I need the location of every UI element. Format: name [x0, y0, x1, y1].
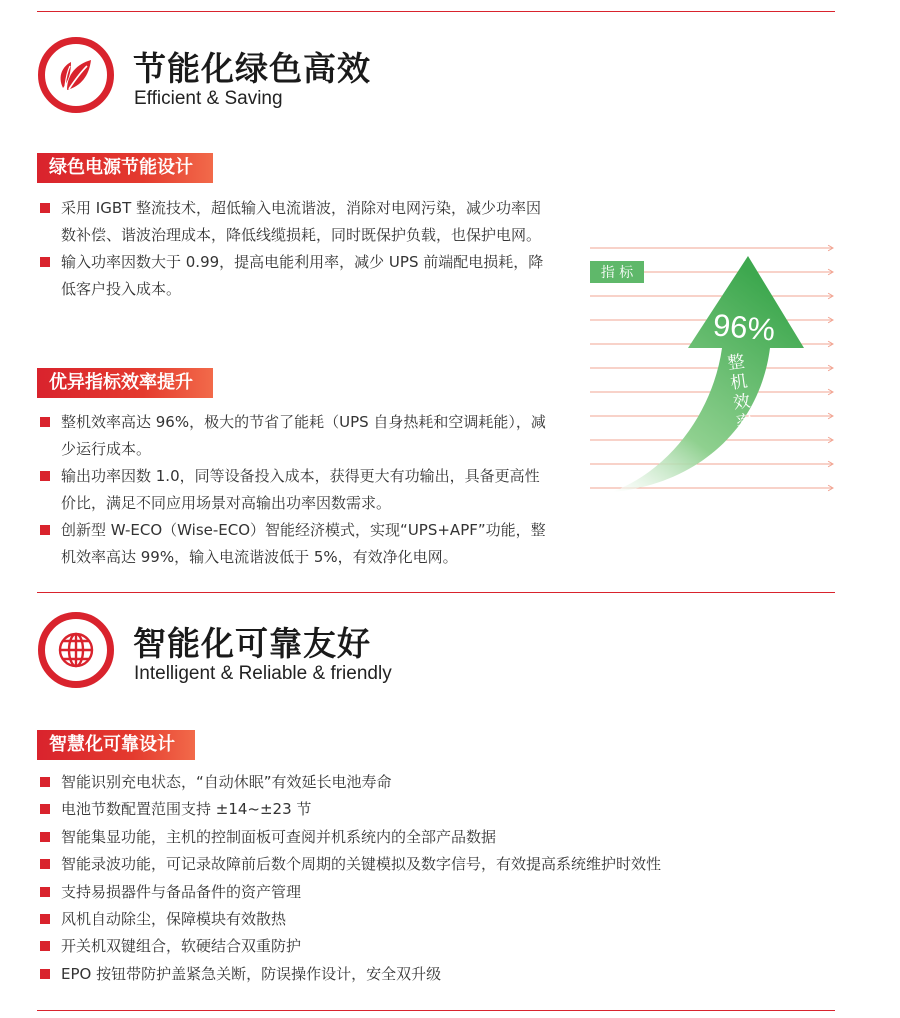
bullet-square-icon — [40, 859, 50, 869]
list-item — [37, 517, 552, 571]
growth-arrow — [612, 256, 804, 492]
list-item — [37, 906, 837, 933]
bullet-square-icon — [40, 203, 50, 213]
bullet-square-icon — [40, 941, 50, 951]
bullet-square-icon — [40, 525, 50, 535]
bullet-square-icon — [40, 887, 50, 897]
globe-icon — [38, 612, 114, 688]
bullet-square-icon — [40, 417, 50, 427]
list-item — [37, 463, 552, 517]
list-item-text: 智能集显功能，主机的控制面板可查阅并机系统内的全部产品数据 — [61, 827, 497, 846]
bottom-divider — [37, 1010, 835, 1011]
efficiency-caption: 整机效率 — [722, 351, 754, 434]
bullet-square-icon — [40, 471, 50, 481]
list-item-text: 开关机双键组合，软硬结合双重防护 — [61, 937, 302, 956]
subsection-tag: 智慧化可靠设计 — [37, 730, 195, 760]
bullet-square-icon — [40, 832, 50, 842]
list-item-text: EPO 按钮带防护盖紧急关断，防误操作设计，安全双升级 — [61, 964, 442, 983]
list-item-text: 智能录波功能，可记录故障前后数个周期的关键模拟及数字信号，有效提高系统维护时效性 — [61, 855, 662, 874]
subsection-tag: 优异指标效率提升 — [37, 368, 213, 398]
list-item — [37, 409, 552, 463]
leaf-icon — [38, 37, 114, 113]
list-item-text: 输入功率因数大于 0.99，提高电能利用率，减少 UPS 前端配电损耗，降低客户投入成本。 — [61, 253, 544, 298]
section-title: 智能化可靠友好 — [133, 624, 371, 663]
list-item-text: 支持易损器件与备品备件的资产管理 — [61, 882, 302, 901]
list-item — [37, 933, 837, 960]
list-item — [37, 249, 552, 303]
list-item-text: 输出功率因数 1.0，同等设备投入成本，获得更大有功输出，具备更高性价比，满足不同应用场景对高输出功率因数需求。 — [61, 467, 540, 512]
top-divider — [37, 11, 835, 12]
efficiency-graphic — [580, 236, 840, 496]
bullet-square-icon — [40, 914, 50, 924]
list-item-text: 创新型 W-ECO（Wise-ECO）智能经济模式，实现“UPS+APF”功能，整机效率高达 99%，输入电流谐波低于 5%，有效净化电网。 — [61, 521, 546, 566]
bullet-square-icon — [40, 777, 50, 787]
list-item — [37, 195, 552, 249]
list-item — [37, 769, 837, 796]
list-item — [37, 796, 837, 823]
list-item-text: 采用 IGBT 整流技术，超低输入电流谐波，消除对电网污染，减少功率因数补偿、谐波治理成本，降低线缆损耗，同时既保护负载，也保护电网。 — [61, 199, 542, 244]
list-item — [37, 961, 837, 988]
list-item-text: 电池节数配置范围支持 ±14~±23 节 — [61, 800, 312, 819]
bullet-square-icon — [40, 804, 50, 814]
list-item — [37, 824, 837, 851]
feature-list — [37, 195, 552, 303]
section-title: 节能化绿色高效 — [133, 49, 371, 88]
efficiency-value: 96% — [711, 307, 777, 348]
bullet-square-icon — [40, 969, 50, 979]
list-item — [37, 879, 837, 906]
section-subtitle: Intelligent & Reliable & friendly — [134, 663, 392, 684]
list-item-text: 智能识别充电状态，“自动休眠”有效延长电池寿命 — [61, 773, 392, 791]
feature-list — [37, 409, 552, 571]
list-item — [37, 851, 837, 878]
section-divider — [37, 592, 835, 593]
indicator-tag-label: 指 标 — [600, 265, 634, 281]
list-item-text: 整机效率高达 96%，极大的节省了能耗（UPS 自身热耗和空调耗能），减少运行成本。 — [61, 413, 546, 458]
subsection-tag: 绿色电源节能设计 — [37, 153, 213, 183]
list-item-text: 风机自动除尘，保障模块有效散热 — [61, 910, 287, 929]
bullet-square-icon — [40, 257, 50, 267]
section-subtitle: Efficient & Saving — [134, 88, 283, 109]
feature-list — [37, 769, 837, 988]
